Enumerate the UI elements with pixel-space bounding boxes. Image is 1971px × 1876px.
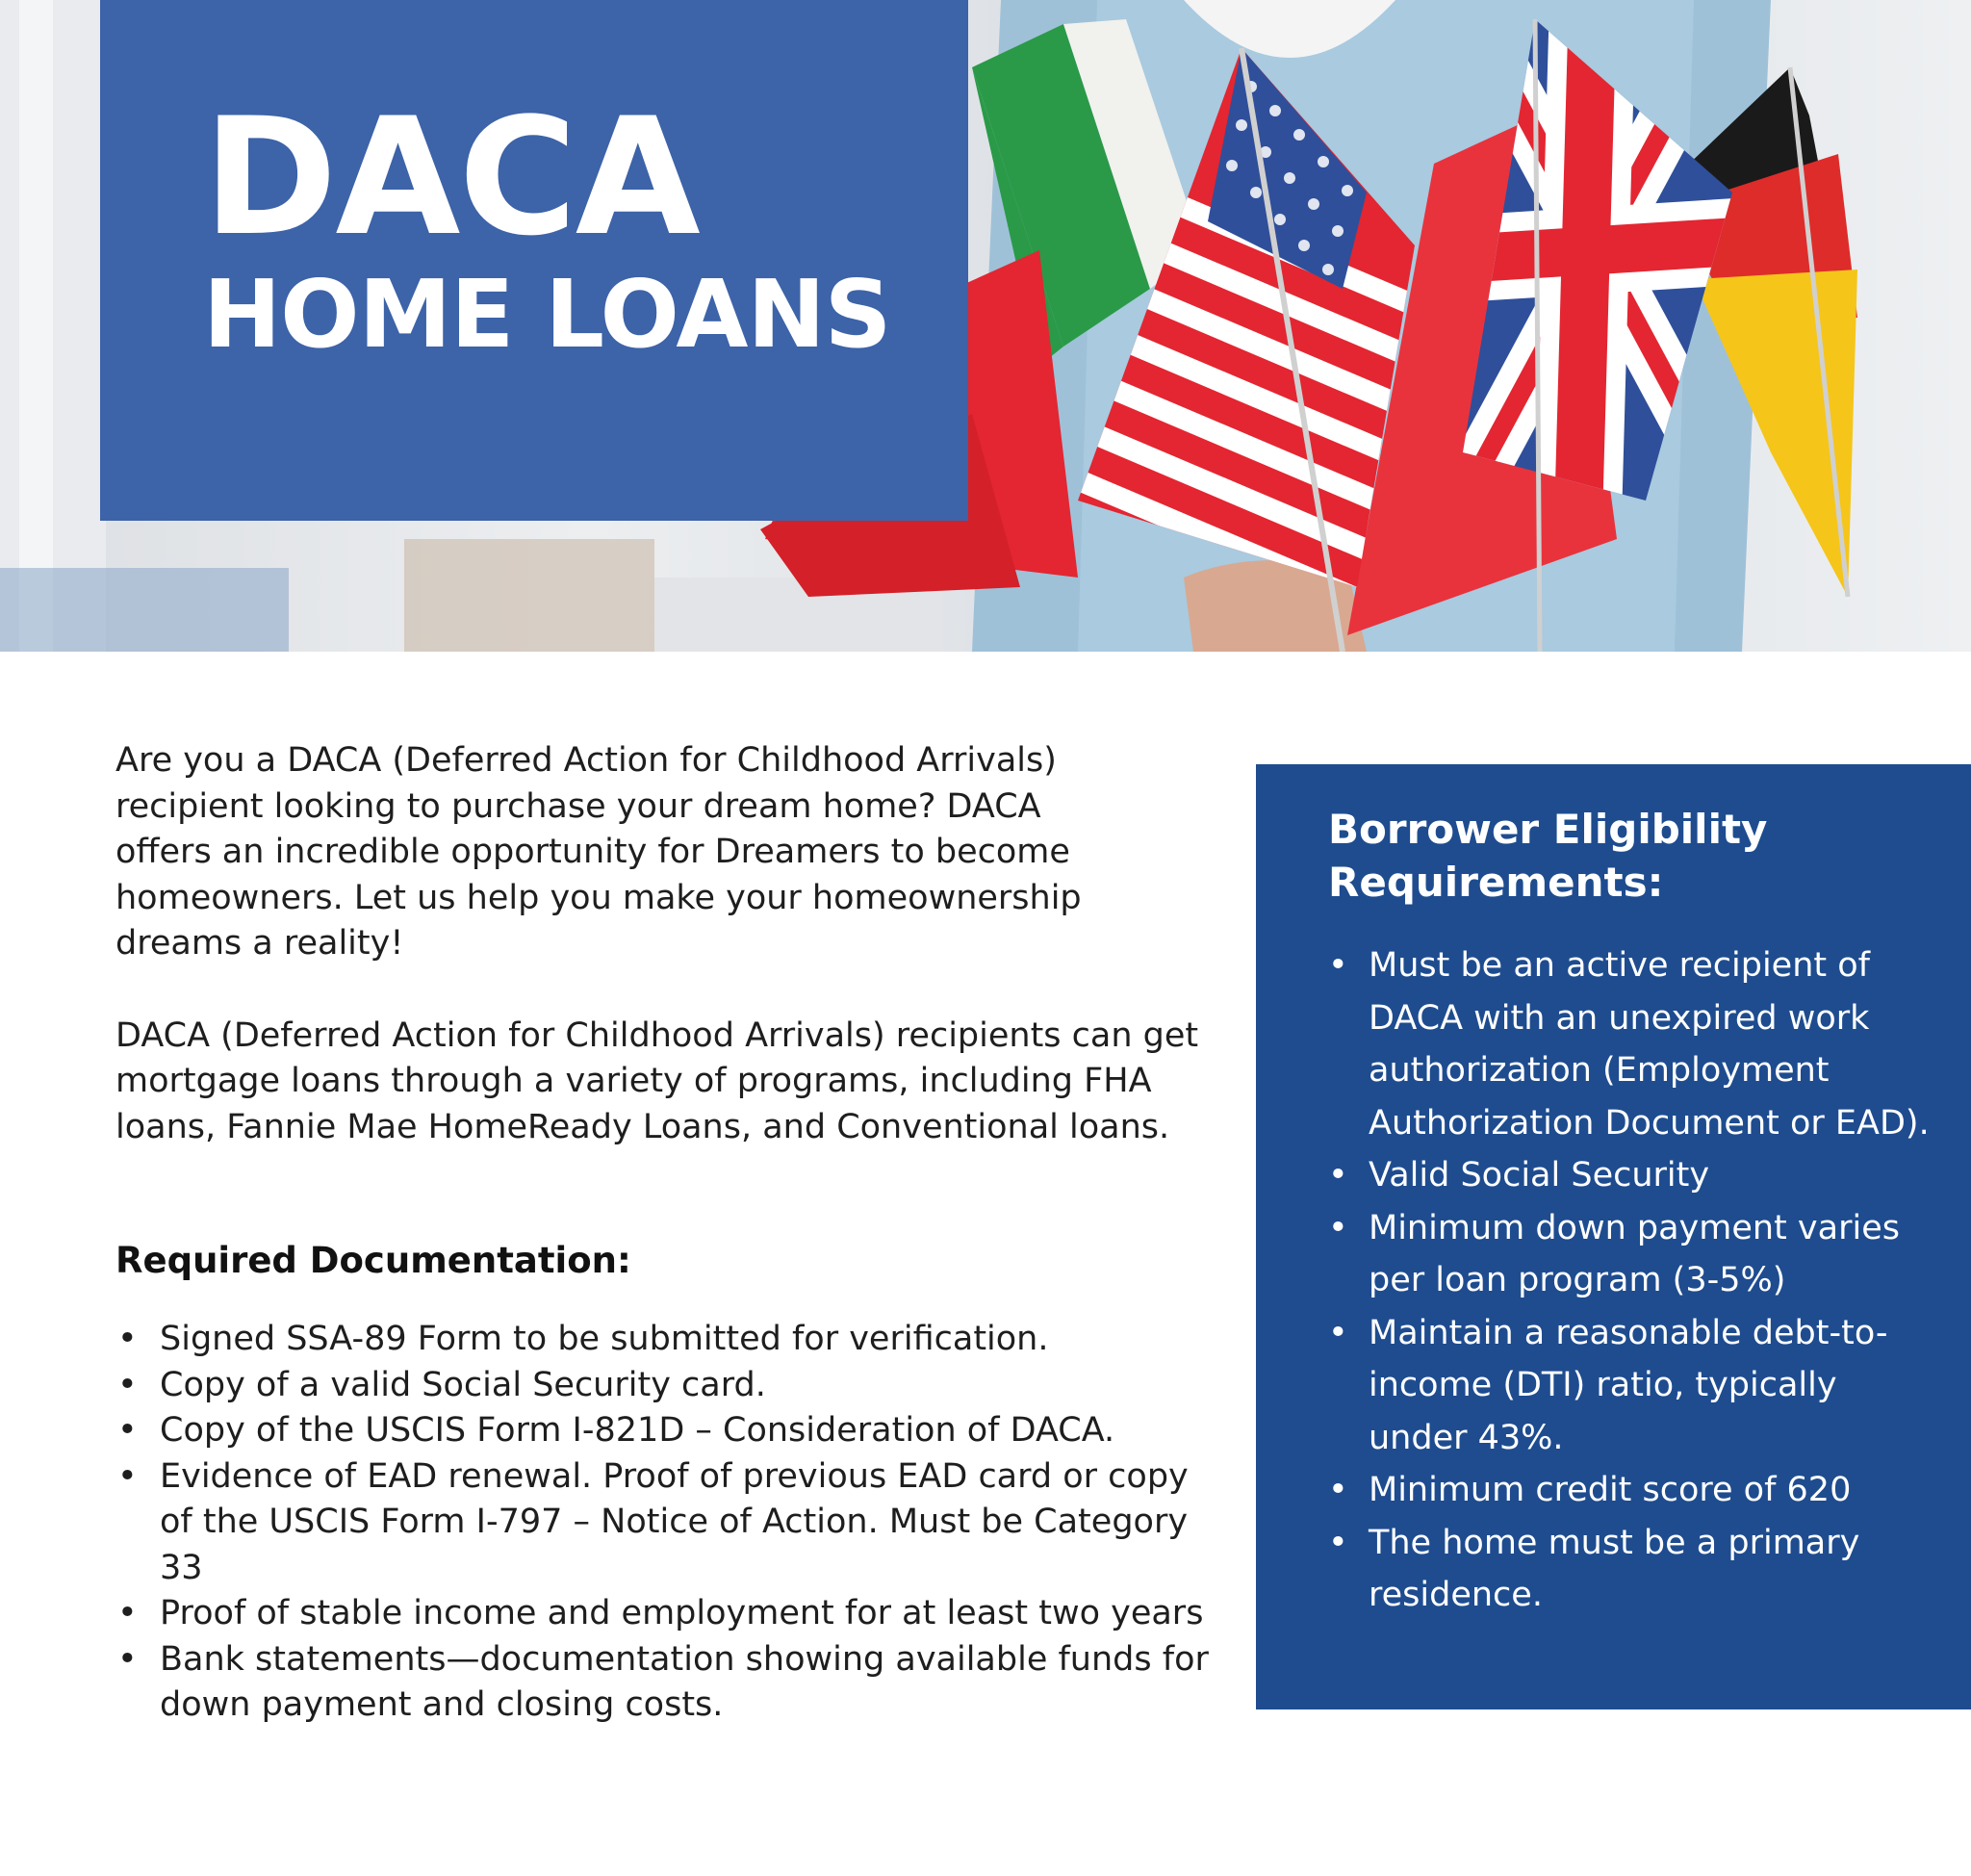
intro-paragraph: DACA (Deferred Action for Childhood Arrivals) recipients can get mortgage loans through a variety of programs, including FHA loans, Fannie Mae HomeReady Loans, and Conventional loans. [115, 1015, 1199, 1146]
documentation-list [115, 1317, 1222, 1729]
list-item: • Minimum credit score of 620 [1328, 1464, 1944, 1517]
list-item: • Minimum down payment varies per loan program (3-5%) [1328, 1202, 1944, 1307]
list-item: • Copy of a valid Social Security card. [115, 1363, 1222, 1409]
page-title: DACA [203, 83, 699, 271]
list-item: • Valid Social Security [1328, 1149, 1944, 1202]
title-box [100, 0, 968, 521]
eligibility-heading: Borrower Eligibility Requirements: [1328, 806, 1768, 906]
hero-banner [0, 0, 1971, 652]
page-subtitle: HOME LOANS [203, 260, 891, 369]
intro-section [115, 738, 1232, 1196]
list-item: • Must be an active recipient of DACA with an unexpired work authorization (Employment Authorization Document or EAD). [1328, 939, 1944, 1149]
list-item: • Bank statements—documentation showing available funds for down payment and closing costs. [115, 1637, 1222, 1729]
eligibility-panel [1256, 764, 1971, 1709]
eligibility-list [1328, 939, 1944, 1622]
list-item: • Maintain a reasonable debt-to-income (DTI) ratio, typically under 43%. [1328, 1307, 1944, 1465]
list-item: • Copy of the USCIS Form I-821D – Consideration of DACA. [115, 1408, 1222, 1454]
intro-paragraph: Are you a DACA (Deferred Action for Childhood Arrivals) recipient looking to purchase your dream home? DACA offers an incredible opportunity for Dreamers to become homeowners. Let us help you make your homeownership dreams a reality! [115, 741, 1082, 963]
list-item: • Signed SSA-89 Form to be submitted for verification. [115, 1317, 1222, 1363]
list-item: • Proof of stable income and employment for at least two years [115, 1591, 1222, 1637]
list-item: • Evidence of EAD renewal. Proof of previous EAD card or copy of the USCIS Form I-797 – Notice of Action. Must be Category 33 [115, 1454, 1222, 1592]
list-item: • The home must be a primary residence. [1328, 1517, 1944, 1622]
documentation-heading: Required Documentation: [115, 1240, 631, 1281]
